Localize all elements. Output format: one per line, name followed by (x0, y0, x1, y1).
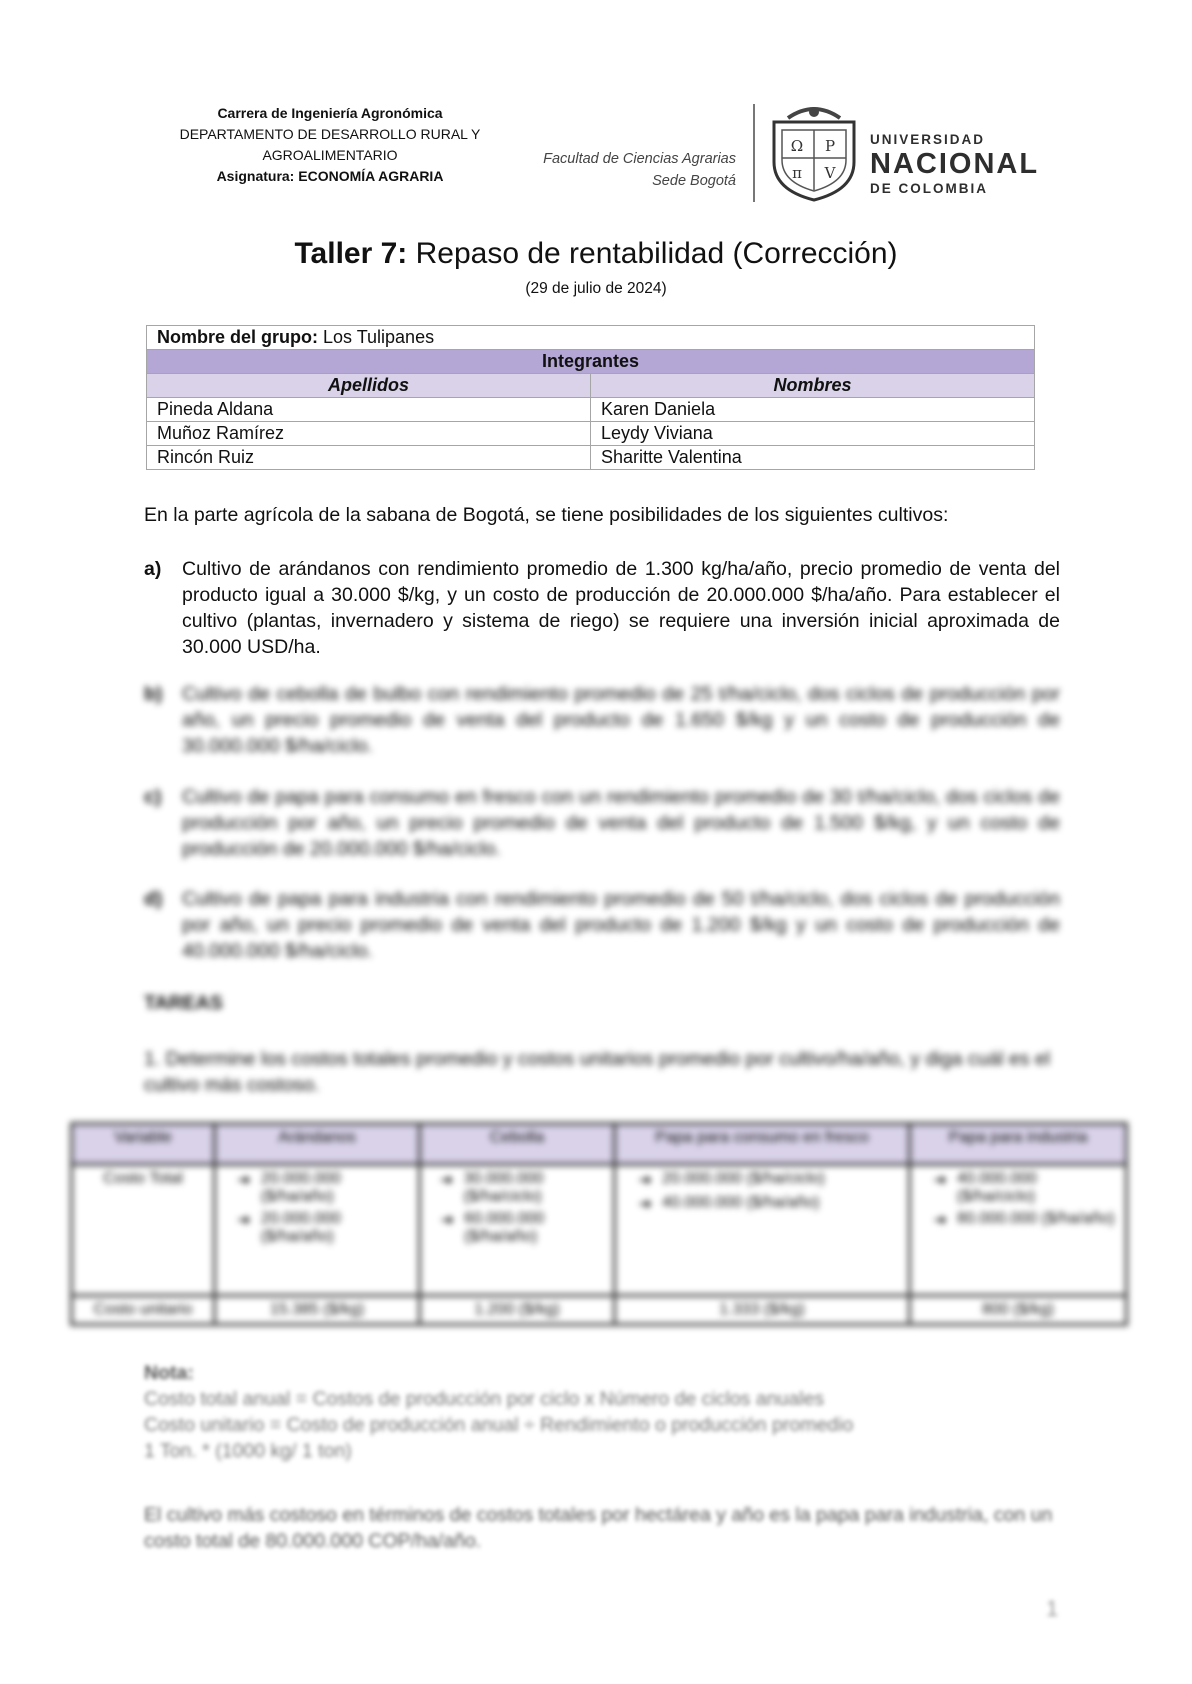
cost-value: 20.000.000 ($/ha/año) (260, 1170, 341, 1205)
table-row (147, 398, 1035, 422)
cost-value: 20.000.000 ($/ha/año) (260, 1210, 341, 1245)
university-seal-icon (768, 104, 860, 202)
unit-cost: 800 ($/kg) (910, 1296, 1127, 1325)
header-institution (150, 103, 510, 187)
cost-col-header: Papa para industria (910, 1124, 1127, 1165)
unit-cost: 1.333 ($/kg) (615, 1296, 910, 1325)
svg-text:Ω: Ω (790, 137, 804, 155)
item-text: Cultivo de cebolla de bulbo con rendimiento promedio de 25 t/ha/ciclo, dos ciclos de producción por año, un precio promedio de venta del producto de 1.650 $/kg y un costo de producción de 30.000.000 $/ha/ciclo. (182, 683, 1060, 757)
member-surnames: Muñoz Ramírez (147, 422, 591, 446)
crop-item-d (144, 886, 1060, 964)
member-names: Karen Daniela (591, 398, 1035, 422)
university-line-1: UNIVERSIDAD (870, 132, 986, 147)
subject-name: ECONOMÍA AGRARIA (298, 168, 444, 184)
col-names: Nombres (591, 374, 1035, 398)
item-text: Cultivo de arándanos con rendimiento promedio de 1.300 kg/ha/año, precio promedio de venta del producto igual a 30.000 $/kg, y un costo de producción de 20.000.000 $/ha/año. Para establecer el cultivo (plantas, invernadero y sistema de riego) se requiere una inversión inicial aproximada de 30.000 USD/ha. (182, 558, 1060, 656)
row-label: Costo Total (72, 1165, 215, 1296)
cost-cell: ➜ 20.000.000 ($/ha/año) ➜ 20.000.000 ($/ha/año) (215, 1165, 420, 1296)
intro-paragraph: En la parte agrícola de la sabana de Bogotá, se tiene posibilidades de los siguientes cultivos: (144, 504, 949, 526)
cost-col-header: Papa para consumo en fresco (615, 1124, 910, 1165)
member-surnames: Pineda Aldana (147, 398, 591, 422)
faculty-line-1: Facultad de Ciencias Agrarias (543, 151, 736, 167)
university-wordmark (870, 132, 1039, 196)
faculty-line-2: Sede Bogotá (652, 173, 736, 189)
conclusion-paragraph: El cultivo más costoso en términos de costos totales por hectárea y año es la papa para industria, con un costo total de 80.000.000 COP/ha/año. (144, 1504, 1053, 1552)
item-label: d) (144, 888, 163, 910)
member-names: Leydy Viviana (591, 422, 1035, 446)
cost-table (70, 1122, 1128, 1326)
members-header: Integrantes (147, 350, 1035, 374)
note-title: Nota: (144, 1362, 194, 1384)
cost-value: 40.000.000 ($/ha/año) (662, 1194, 820, 1211)
svg-text:π: π (792, 164, 802, 182)
tasks-heading: TAREAS (144, 992, 223, 1014)
crop-item-a (144, 556, 1060, 656)
group-name-row (147, 326, 1035, 350)
group-name-cell (147, 326, 1035, 350)
member-surnames: Rincón Ruiz (147, 446, 591, 470)
faculty-name (518, 148, 736, 192)
document-date: (29 de julio de 2024) (525, 280, 667, 297)
header-divider (753, 104, 755, 202)
unit-cost: 15.385 ($/kg) (215, 1296, 420, 1325)
item-label: c) (144, 786, 162, 808)
department-line-1: DEPARTAMENTO DE DESARROLLO RURAL Y (179, 126, 481, 142)
member-names: Sharitte Valentina (591, 446, 1035, 470)
cost-header-row (72, 1124, 1127, 1165)
note-line: 1 Ton. * (1000 kg/ 1 ton) (144, 1440, 352, 1462)
task-question-1: 1. Determine los costos totales promedio y costos unitarios promedio por cultivo/ha/año, y diga cuál es el cultivo más costoso. (144, 1048, 1051, 1096)
crop-item-b (144, 681, 1060, 759)
subject-prefix: Asignatura: (216, 168, 299, 184)
cost-value: 20.000.000 ($/ha/ciclo) (662, 1170, 825, 1187)
item-text: Cultivo de papa para industria con rendimiento promedio de 50 t/ha/ciclo, dos ciclos de producción por año, un precio promedio de venta del producto de 1.200 $/kg y un costo de producción de 40.000.000 $/ha/ciclo. (182, 888, 1060, 962)
svg-text:V: V (824, 164, 836, 182)
row-label: Costo unitario (72, 1296, 215, 1325)
subject-line (150, 166, 510, 187)
cost-cell: ➜ 30.000.000 ($/ha/ciclo) ➜ 60.000.000 ($/ha/año) (420, 1165, 615, 1296)
cost-value: 80.000.000 ($/ha/año) (957, 1210, 1115, 1227)
item-label: b) (144, 683, 163, 705)
table-row (72, 1296, 1127, 1325)
university-line-2: NACIONAL (870, 148, 1040, 180)
note-line: Costo total anual = Costos de producción por ciclo x Número de ciclos anuales (144, 1388, 825, 1410)
svg-text:P: P (824, 137, 836, 155)
cost-value: 60.000.000 ($/ha/año) (464, 1210, 545, 1245)
university-line-3: DE COLOMBIA (870, 181, 988, 196)
table-row (147, 422, 1035, 446)
group-table (146, 325, 1035, 470)
page-number: 1 (1046, 1596, 1059, 1621)
cost-col-header: Arándanos (215, 1124, 420, 1165)
cost-value: 40.000.000 ($/ha/ciclo) (956, 1170, 1037, 1205)
cost-cell: ➜ 40.000.000 ($/ha/ciclo) ➜ 80.000.000 ($/ha/año) (910, 1165, 1127, 1296)
note-block (144, 1360, 1044, 1464)
item-label: a) (144, 558, 162, 580)
unit-cost: 1.200 ($/kg) (420, 1296, 615, 1325)
title-rest: Repaso de rentabilidad (Corrección) (407, 237, 898, 270)
crop-item-c (144, 784, 1060, 862)
document-title (0, 237, 1192, 271)
table-row (72, 1165, 1127, 1296)
cost-value: 30.000.000 ($/ha/ciclo) (463, 1170, 544, 1205)
item-text: Cultivo de papa para consumo en fresco con un rendimiento promedio de 30 t/ha/ciclo, dos ciclos de producción por año, un precio promedio de venta del producto de 1.500 $/kg, y un costo de producción de 20.000.000 $/ha/ciclo. (182, 786, 1060, 860)
cost-cell: ➜ 20.000.000 ($/ha/ciclo) ➜ 40.000.000 ($/ha/año) (615, 1165, 910, 1296)
col-surnames: Apellidos (147, 374, 591, 398)
table-row (147, 446, 1035, 470)
cost-col-header: Variable (72, 1124, 215, 1165)
career-name: Carrera de Ingeniería Agronómica (217, 105, 443, 121)
department-line-2: AGROALIMENTARIO (262, 147, 398, 163)
cost-col-header: Cebolla (420, 1124, 615, 1165)
group-name-value: Los Tulipanes (318, 327, 435, 347)
group-name-label: Nombre del grupo: (157, 327, 318, 347)
note-line: Costo unitario = Costo de producción anual ÷ Rendimiento o producción promedio (144, 1414, 854, 1436)
title-bold: Taller 7: (294, 237, 408, 270)
